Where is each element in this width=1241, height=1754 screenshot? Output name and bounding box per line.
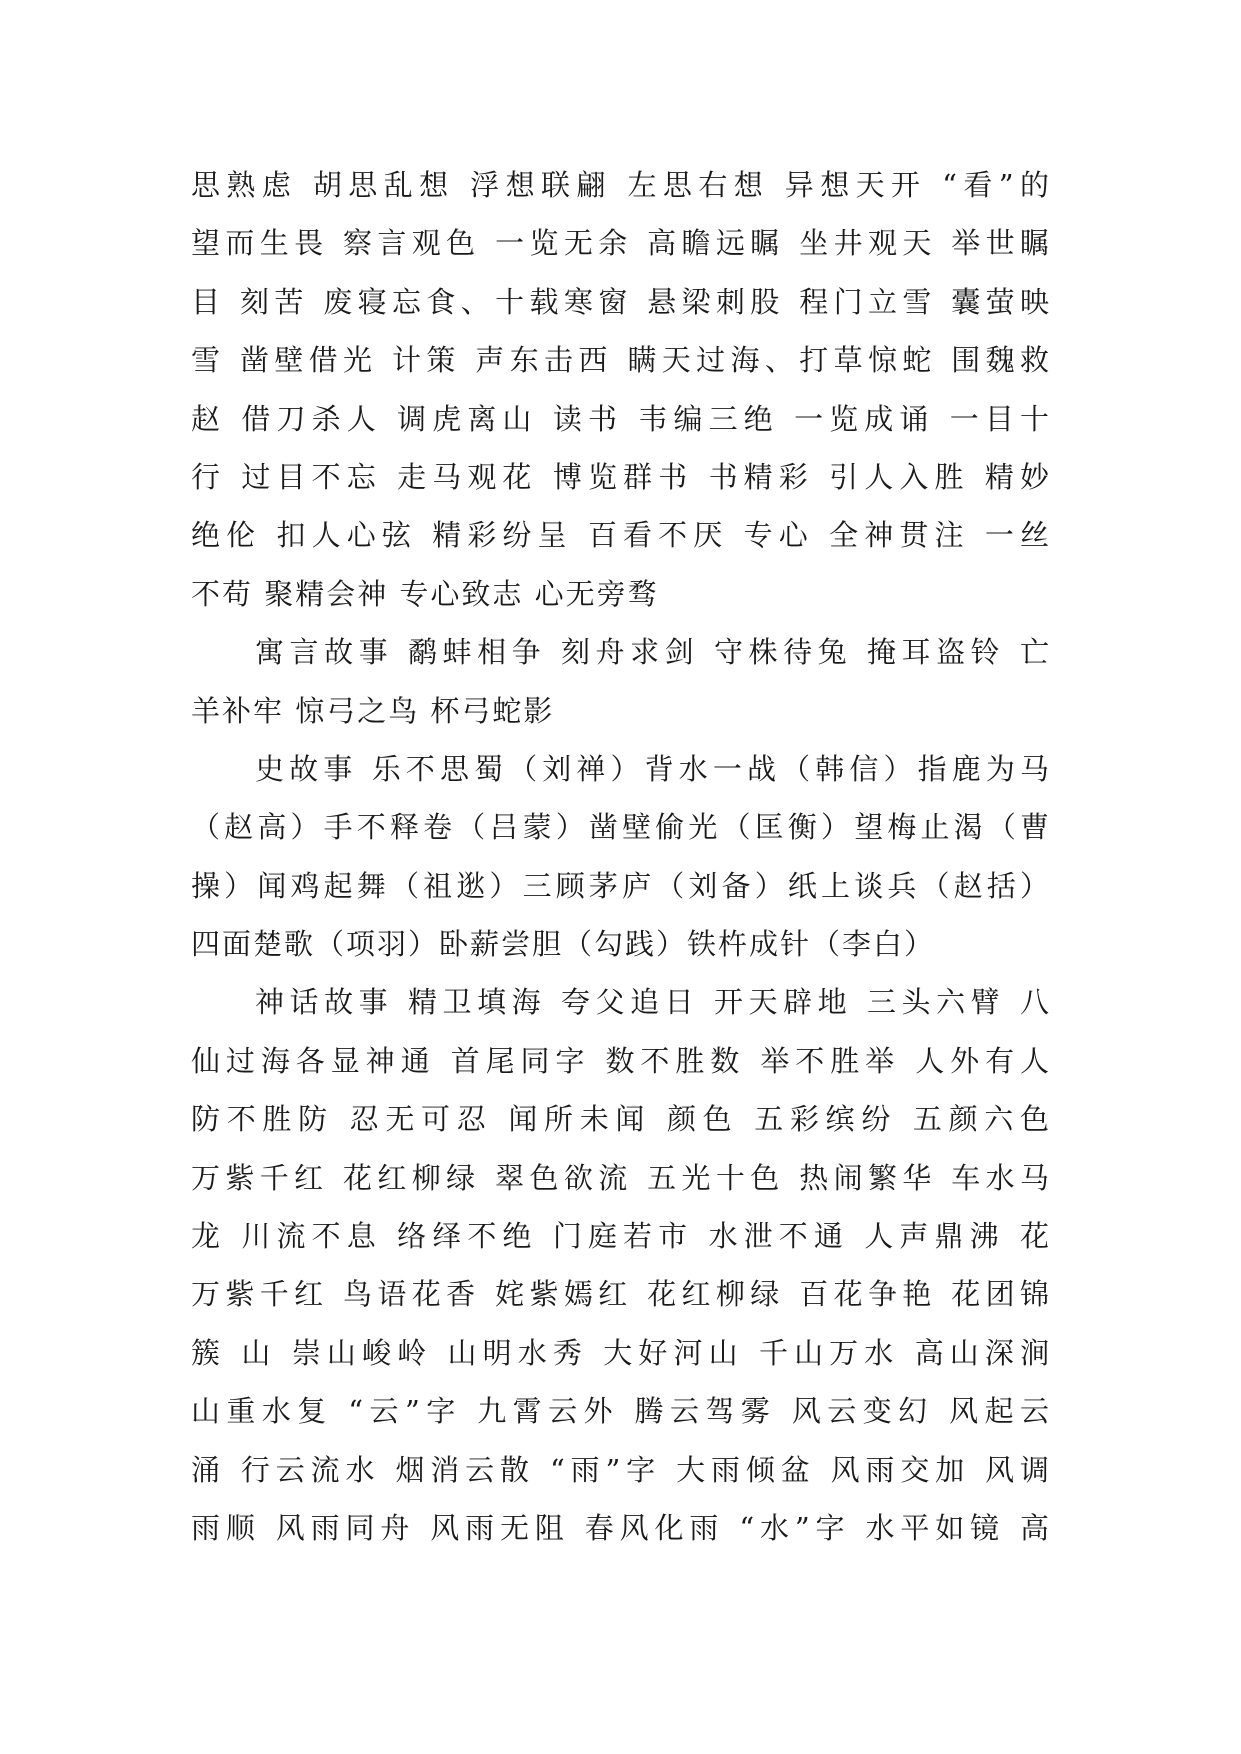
text-line: 雨顺 风雨同舟 风雨无阻 春风化雨 “水”字 水平如镜 高 — [191, 1510, 1051, 1545]
text-line: 思熟虑 胡思乱想 浮想联翩 左思右想 异想天开 “看”的 — [191, 168, 1051, 202]
text-line: 万紫千红 鸟语花香 姹紫嫣红 花红柳绿 百花争艳 花团锦 — [191, 1277, 1051, 1312]
text-line: 涌 行云流水 烟消云散 “雨”字 大雨倾盆 风雨交加 风调 — [191, 1452, 1051, 1487]
text-line: 神话故事 精卫填海 夸父追日 开天辟地 三头六臂 八 — [255, 985, 1051, 1020]
text-line: 仙过海各显神通 首尾同字 数不胜数 举不胜举 人外有人 — [191, 1043, 1051, 1078]
text-line: 山重水复 “云”字 九霄云外 腾云驾雾 风云变幻 风起云 — [191, 1394, 1051, 1429]
text-line: 四面楚歌（项羽）卧薪尝胆（勾践）铁杵成针（李白） — [191, 927, 936, 962]
text-line: 不苟 聚精会神 专心致志 心无旁骛 — [191, 576, 659, 611]
text-line: 簇 山 崇山峻岭 山明水秀 大好河山 千山万水 高山深涧 — [191, 1335, 1051, 1370]
text-line: 万紫千红 花红柳绿 翠色欲流 五光十色 热闹繁华 车水马 — [191, 1160, 1051, 1195]
text-line: 目 刻苦 废寝忘食、十载寒窗 悬梁刺股 程门立雪 囊萤映 — [191, 284, 1051, 319]
text-line: 行 过目不忘 走马观花 博览群书 书精彩 引人入胜 精妙 — [191, 459, 1051, 494]
text-line: 雪 凿壁借光 计策 声东击西 瞒天过海、打草惊蛇 围魏救 — [191, 343, 1051, 378]
text-line: 防不胜防 忍无可忍 闻所未闻 颜色 五彩缤纷 五颜六色 — [191, 1102, 1051, 1137]
text-line: 赵 借刀杀人 调虎离山 读书 韦编三绝 一览成诵 一目十 — [191, 401, 1051, 436]
text-line: 操）闻鸡起舞（祖逖）三顾茅庐（刘备）纸上谈兵（赵括） — [191, 868, 1051, 903]
text-line: 寓言故事 鹬蚌相争 刻舟求剑 守株待兔 掩耳盗铃 亡 — [255, 635, 1051, 670]
text-line: 羊补牢 惊弓之鸟 杯弓蛇影 — [191, 693, 555, 728]
text-line: 绝伦 扣人心弦 精彩纷呈 百看不厌 专心 全神贯注 一丝 — [191, 518, 1051, 553]
text-line: （赵高）手不释卷（吕蒙）凿壁偷光（匡衡）望梅止渴（曹 — [191, 810, 1051, 845]
body-text — [191, 156, 1051, 1557]
text-line: 龙 川流不息 络绎不绝 门庭若市 水泄不通 人声鼎沸 花 — [191, 1219, 1051, 1254]
text-line: 望而生畏 察言观色 一览无余 高瞻远瞩 坐井观天 举世瞩 — [191, 226, 1051, 261]
text-line: 史故事 乐不思蜀（刘禅）背水一战（韩信）指鹿为马 — [255, 751, 1051, 786]
